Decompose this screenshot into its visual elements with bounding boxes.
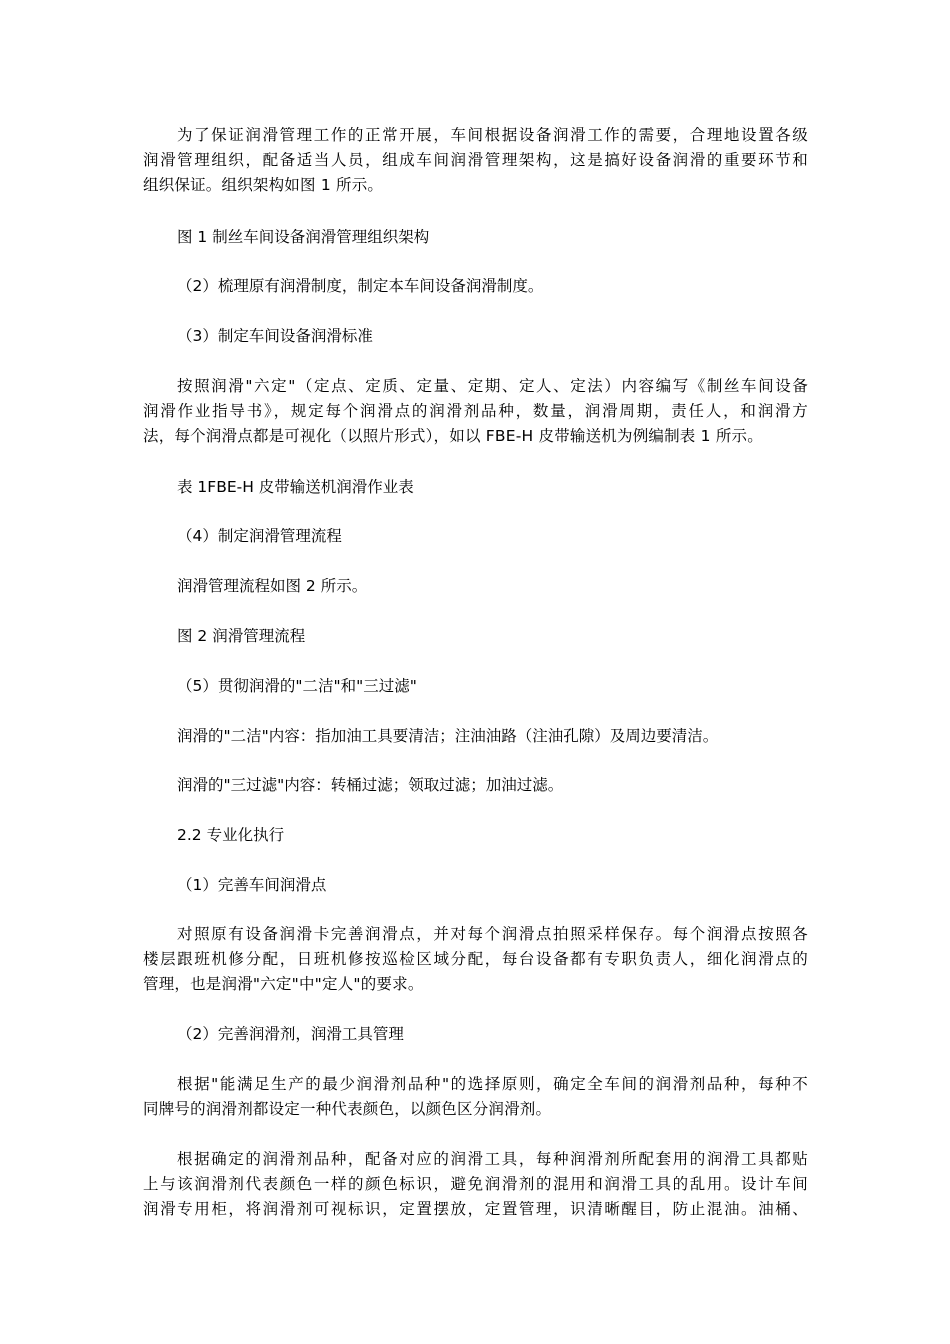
paragraph-line: 润滑管理组织，配备适当人员，组成车间润滑管理架构，这是搞好设备润滑的重要环节和 xyxy=(143,151,808,169)
paragraph-line: 楼层跟班机修分配，日班机修按巡检区域分配，每台设备都有专职负责人，细化润滑点的 xyxy=(143,950,808,968)
list-item-5: （5）贯彻润滑的"二洁"和"三过滤" xyxy=(177,677,417,695)
sub-item-2: （2）完善润滑剂，润滑工具管理 xyxy=(177,1025,404,1043)
sub-item-1: （1）完善车间润滑点 xyxy=(177,876,327,894)
paragraph-line: 润滑作业指导书》，规定每个润滑点的润滑剂品种，数量，润滑周期，责任人，和润滑方 xyxy=(143,402,808,420)
list-item-4: （4）制定润滑管理流程 xyxy=(177,527,342,545)
paragraph-lubricant-selection xyxy=(143,1072,808,1122)
paragraph-line: 为了保证润滑管理工作的正常开展，车间根据设备润滑工作的需要，合理地设置各级 xyxy=(177,126,808,144)
list-item-3: （3）制定车间设备润滑标准 xyxy=(177,327,373,345)
paragraph-org-structure xyxy=(143,123,808,198)
paragraph-line: 对照原有设备润滑卡完善润滑点，并对每个润滑点拍照采样保存。每个润滑点按照各 xyxy=(177,925,808,943)
list-item-2: （2）梳理原有润滑制度，制定本车间设备润滑制度。 xyxy=(177,277,544,295)
figure-1-caption: 图 1 制丝车间设备润滑管理组织架构 xyxy=(177,228,430,246)
paragraph-line: 按照润滑"六定"（定点、定质、定量、定期、定人、定法）内容编写《制丝车间设备 xyxy=(177,377,808,395)
paragraph-lubrication-points xyxy=(143,922,808,997)
paragraph-lubrication-tools xyxy=(143,1147,808,1222)
paragraph-line: 同牌号的润滑剂都设定一种代表颜色，以颜色区分润滑剂。 xyxy=(143,1100,552,1118)
flow-text: 润滑管理流程如图 2 所示。 xyxy=(177,577,368,595)
table-1-caption: 表 1FBE-H 皮带输送机润滑作业表 xyxy=(177,478,414,496)
paragraph-line: 根据确定的润滑剂品种，配备对应的润滑工具，每种润滑剂所配套用的润滑工具都贴 xyxy=(177,1150,808,1168)
paragraph-line: 法，每个润滑点都是可视化（以照片形式），如以 FBE-H 皮带输送机为例编制表 1 所示。 xyxy=(143,427,763,445)
paragraph-line: 根据"能满足生产的最少润滑剂品种"的选择原则，确定全车间的润滑剂品种，每种不 xyxy=(177,1075,808,1093)
paragraph-line: 管理，也是润滑"六定"中"定人"的要求。 xyxy=(143,975,424,993)
two-clean-text: 润滑的"二洁"内容：指加油工具要清洁；注油油路（注油孔隙）及周边要清洁。 xyxy=(177,727,719,745)
section-heading-2-2: 2.2 专业化执行 xyxy=(177,826,285,844)
three-filter-text: 润滑的"三过滤"内容：转桶过滤；领取过滤；加油过滤。 xyxy=(177,776,564,794)
paragraph-line: 上与该润滑剂代表颜色一样的颜色标识，避免润滑剂的混用和润滑工具的乱用。设计车间 xyxy=(143,1175,808,1193)
paragraph-line: 组织保证。组织架构如图 1 所示。 xyxy=(143,176,384,194)
paragraph-six-fixed xyxy=(143,374,808,449)
figure-2-caption: 图 2 润滑管理流程 xyxy=(177,627,306,645)
paragraph-line: 润滑专用柜，将润滑剂可视标识，定置摆放，定置管理，识清晰醒目，防止混油。油桶、 xyxy=(143,1200,808,1218)
